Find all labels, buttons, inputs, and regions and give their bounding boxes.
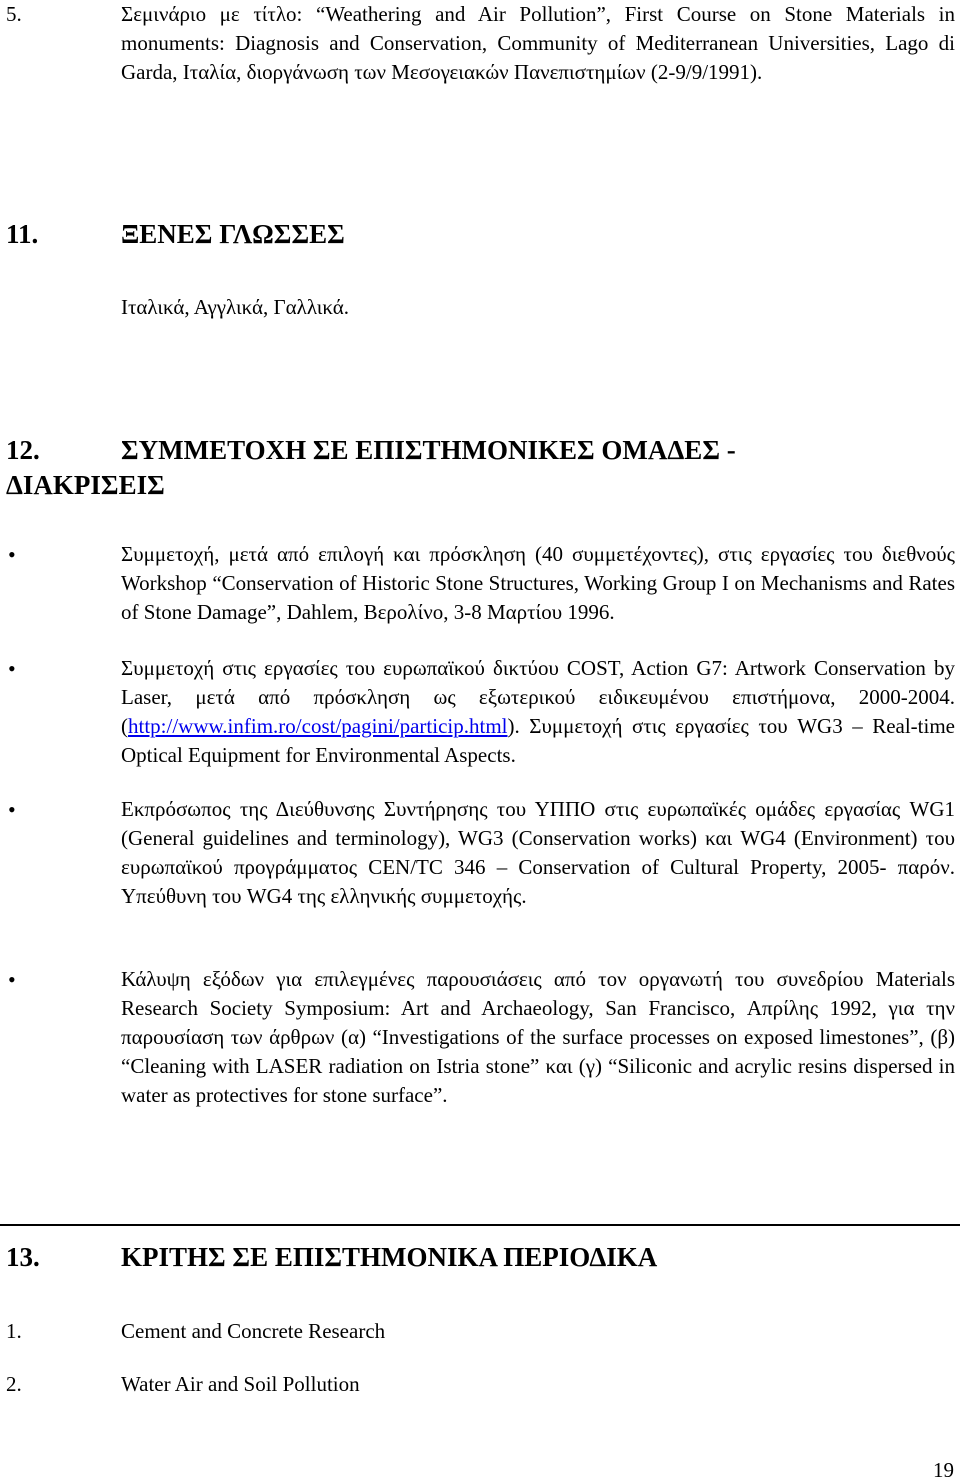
item-5-text: Σεμινάριο με τίτλο: “Weathering and Air Pollution”, First Course on Stone Materials in monuments: Diagnosis and Conservation, Community of Mediterranean Universities, Lago di Garda, Ιταλία, διοργάνωση των Μεσογειακών Πανεπιστημίων (2-9/9/1991). bbox=[121, 2, 955, 84]
section-11-title: ΞΕΝΕΣ ΓΛΩΣΣΕΣ bbox=[121, 219, 345, 249]
page-number: 19 bbox=[933, 1458, 954, 1482]
item-5-number: 5. bbox=[6, 2, 22, 26]
section-11-content: Ιταλικά, Αγγλικά, Γαλλικά. bbox=[121, 295, 350, 319]
section-12-title-line2: ΔΙΑΚΡΙΣΕΙΣ bbox=[6, 470, 165, 500]
section-12-number: 12. bbox=[6, 435, 40, 465]
journal-item-1-number: 1. bbox=[6, 1319, 22, 1343]
bullet-2-text-after: ). Συμμετοχή στις εργασίες του WG3 – Real-time Optical Equipment for Environmental Aspects. bbox=[121, 714, 955, 767]
section-12-bullet-3: Εκπρόσωπος της Διεύθυνσης Συντήρησης του ΥΠΠΟ στις ευρωπαϊκές ομάδες εργασίας WG1 (General guidelines and terminology), WG3 (Conservation works) και WG4 (Environment) του ευρωπαϊκού προγράμματος CEN/TC 346 – Conservation of Cultural Property, 2005- παρόν. Υπεύθυνη του WG4 της ελληνικής συμμετοχής. bbox=[121, 797, 955, 908]
section-12-title-line1: ΣΥΜΜΕΤΟΧΗ ΣΕ ΕΠΙΣΤΗΜΟΝΙΚΕΣ ΟΜΑΔΕΣ - bbox=[121, 435, 736, 465]
bullet-2-text-before: Συμμετοχή στις εργασίες του ευρωπαϊκού δικτύου COST, Action G7: Artwork Conservation by Laser, μετά από πρόσκληση ως εξωτερικού ειδικευμένου επιστήμονα, 2000-2004. ( bbox=[121, 656, 955, 738]
section-divider bbox=[0, 1224, 960, 1226]
section-13-number: 13. bbox=[6, 1242, 40, 1272]
bullet-icon: • bbox=[8, 656, 16, 681]
journal-item-2-label: Water Air and Soil Pollution bbox=[121, 1372, 360, 1396]
cost-participants-link[interactable]: http://www.infim.ro/cost/pagini/particip.html bbox=[128, 714, 508, 738]
section-12-bullet-1: Συμμετοχή, μετά από επιλογή και πρόσκληση (40 συμμετέχοντες), στις εργασίες του διεθνούς Workshop “Conservation of Historic Stone Structures, Working Group I on Mechanisms and Rates of Stone Damage”, Dahlem, Βερολίνο, 3-8 Μαρτίου 1996. bbox=[121, 542, 955, 624]
section-12-bullet-4: Κάλυψη εξόδων για επιλεγμένες παρουσιάσεις από τον οργανωτή του συνεδρίου Materials Research Society Symposium: Art and Archaeology, San Francisco, Απρίλης 1992, για την παρουσίαση των άρθρων (α) “Investigations of the surface processes on exposed limestones”, (β) “Cleaning with LASER radiation on Istria stone” και (γ) “Siliconic and acrylic resins dispersed in water as protectives for stone surface”. bbox=[121, 967, 955, 1107]
section-12-bullet-2 bbox=[121, 654, 955, 770]
bullet-icon: • bbox=[8, 967, 16, 992]
section-13-title: ΚΡΙΤΗΣ ΣΕ ΕΠΙΣΤΗΜΟΝΙΚΑ ΠΕΡΙΟΔΙΚΑ bbox=[121, 1242, 658, 1272]
section-11-number: 11. bbox=[6, 219, 39, 249]
bullet-icon: • bbox=[8, 797, 16, 822]
bullet-icon: • bbox=[8, 542, 16, 567]
journal-item-1-label: Cement and Concrete Research bbox=[121, 1319, 386, 1343]
journal-item-2-number: 2. bbox=[6, 1372, 22, 1396]
